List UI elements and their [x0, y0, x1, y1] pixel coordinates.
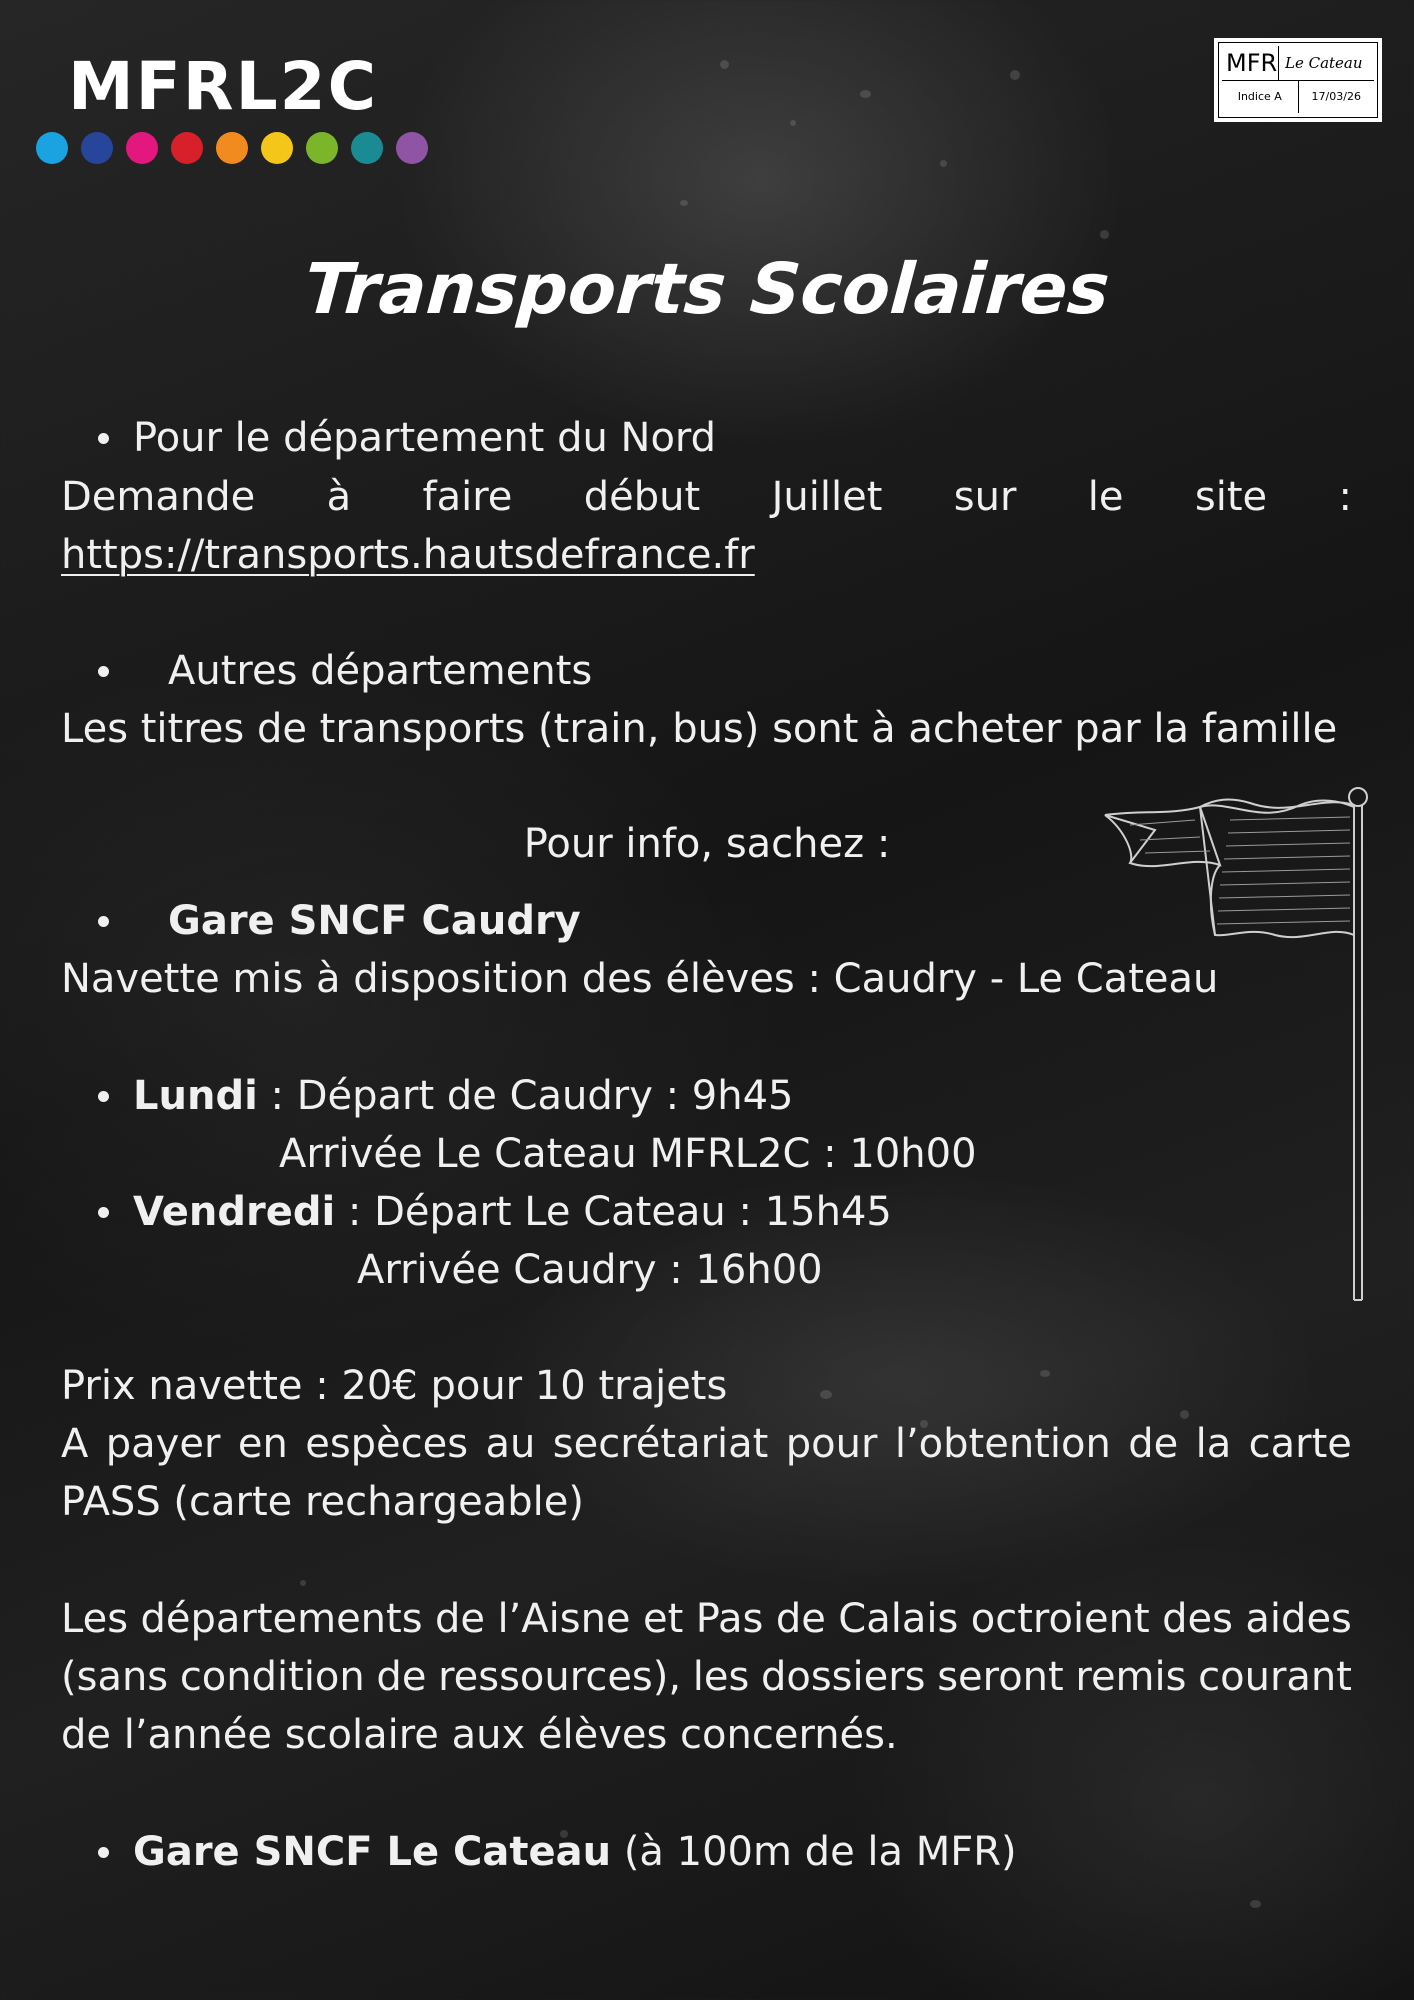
bullet-icon: [98, 433, 109, 444]
lundi-arrivee: Arrivée Le Cateau MFRL2C : 10h00: [279, 1131, 977, 1177]
prix-line-2: [61, 1415, 1352, 1473]
stamp-indice: Indice A: [1222, 81, 1299, 113]
prix-line-1: Prix navette : 20€ pour 10 trajets: [61, 1363, 728, 1409]
word: (sans: [61, 1654, 169, 1700]
word: de: [775, 1596, 826, 1642]
word: Juillet: [771, 474, 883, 520]
word: site: [1194, 474, 1268, 520]
lundi-depart: Lundi : Départ de Caudry : 9h45: [133, 1073, 794, 1119]
logo-dot: [171, 132, 203, 164]
word: dossiers: [760, 1654, 926, 1700]
page-title: Transports Scolaires: [301, 248, 1113, 330]
word: de: [376, 1654, 427, 1700]
word: à: [326, 474, 352, 520]
word: aides: [1245, 1596, 1352, 1642]
word: carte: [1248, 1421, 1352, 1467]
gare-cateau-line: Gare SNCF Le Cateau (à 100m de la MFR): [133, 1829, 1017, 1875]
document-stamp: [1214, 38, 1382, 122]
word: faire: [422, 474, 513, 520]
nord-heading: Pour le département du Nord: [133, 415, 717, 461]
logo-dot: [306, 132, 338, 164]
nord-request-line: [61, 468, 1352, 526]
word: la: [1195, 1421, 1232, 1467]
logo-dot: [396, 132, 428, 164]
logo-color-dots: [36, 132, 428, 164]
word: secrétariat: [552, 1421, 769, 1467]
logo-dot: [261, 132, 293, 164]
word: :: [1338, 474, 1352, 520]
autres-heading: Autres départements: [168, 648, 593, 694]
transport-site-link[interactable]: https://transports.hautsdefrance.fr: [61, 532, 755, 578]
word: payer: [105, 1421, 221, 1467]
word: début: [583, 474, 701, 520]
gare-cateau-label: Gare SNCF Le Cateau: [133, 1829, 612, 1875]
autres-text: Les titres de transports (train, bus) sont à acheter par la famille: [61, 706, 1338, 752]
word: condition: [179, 1654, 365, 1700]
word: de: [1128, 1421, 1179, 1467]
bullet-icon: [98, 666, 109, 677]
vendredi-label: Vendredi: [133, 1189, 336, 1235]
word: pour: [785, 1421, 878, 1467]
word: en: [237, 1421, 288, 1467]
logo-dot: [126, 132, 158, 164]
word: au: [485, 1421, 536, 1467]
word: remis: [1075, 1654, 1187, 1700]
logo-text: MFRL2C: [68, 48, 378, 125]
aides-line-1: [61, 1590, 1352, 1648]
word: et: [642, 1596, 684, 1642]
stamp-city: Le Cateau: [1285, 54, 1363, 72]
vendredi-arrivee: Arrivée Caudry : 16h00: [357, 1247, 823, 1293]
word: A: [61, 1421, 89, 1467]
stamp-date: 17/03/26: [1311, 90, 1361, 103]
aides-line-3: de l’année scolaire aux élèves concernés.: [61, 1712, 898, 1758]
word: Pas: [695, 1596, 764, 1642]
word: les: [692, 1654, 750, 1700]
gare-caudry-heading: Gare SNCF Caudry: [168, 898, 581, 944]
word: ressources),: [438, 1654, 682, 1700]
bullet-icon: [98, 1207, 109, 1218]
word: Demande: [61, 474, 256, 520]
stamp-brand: MFR: [1222, 46, 1279, 80]
bullet-icon: [98, 1847, 109, 1858]
word: départements: [140, 1596, 423, 1642]
bullet-icon: [98, 916, 109, 927]
word: l’obtention: [894, 1421, 1111, 1467]
aides-line-2: [61, 1648, 1352, 1706]
word: des: [1162, 1596, 1233, 1642]
logo-dot: [81, 132, 113, 164]
logo-dot: [351, 132, 383, 164]
word: Les: [61, 1596, 129, 1642]
word: l’Aisne: [497, 1596, 631, 1642]
navette-text: Navette mis à disposition des élèves : Caudry - Le Cateau: [61, 956, 1219, 1002]
mfrl2c-logo: [36, 48, 446, 172]
logo-dot: [36, 132, 68, 164]
word: Calais: [838, 1596, 959, 1642]
word: courant: [1198, 1654, 1352, 1700]
word: de: [435, 1596, 485, 1642]
word: espèces: [305, 1421, 469, 1467]
prix-line-3: PASS (carte rechargeable): [61, 1479, 584, 1525]
word: seront: [937, 1654, 1064, 1700]
flag-icon: [1100, 785, 1375, 1305]
word: le: [1087, 474, 1124, 520]
bullet-icon: [98, 1091, 109, 1102]
logo-dot: [216, 132, 248, 164]
word: sur: [953, 474, 1017, 520]
info-heading: Pour info, sachez :: [523, 821, 891, 867]
lundi-label: Lundi: [133, 1073, 258, 1119]
word: octroient: [970, 1596, 1150, 1642]
vendredi-depart: Vendredi : Départ Le Cateau : 15h45: [133, 1189, 892, 1235]
